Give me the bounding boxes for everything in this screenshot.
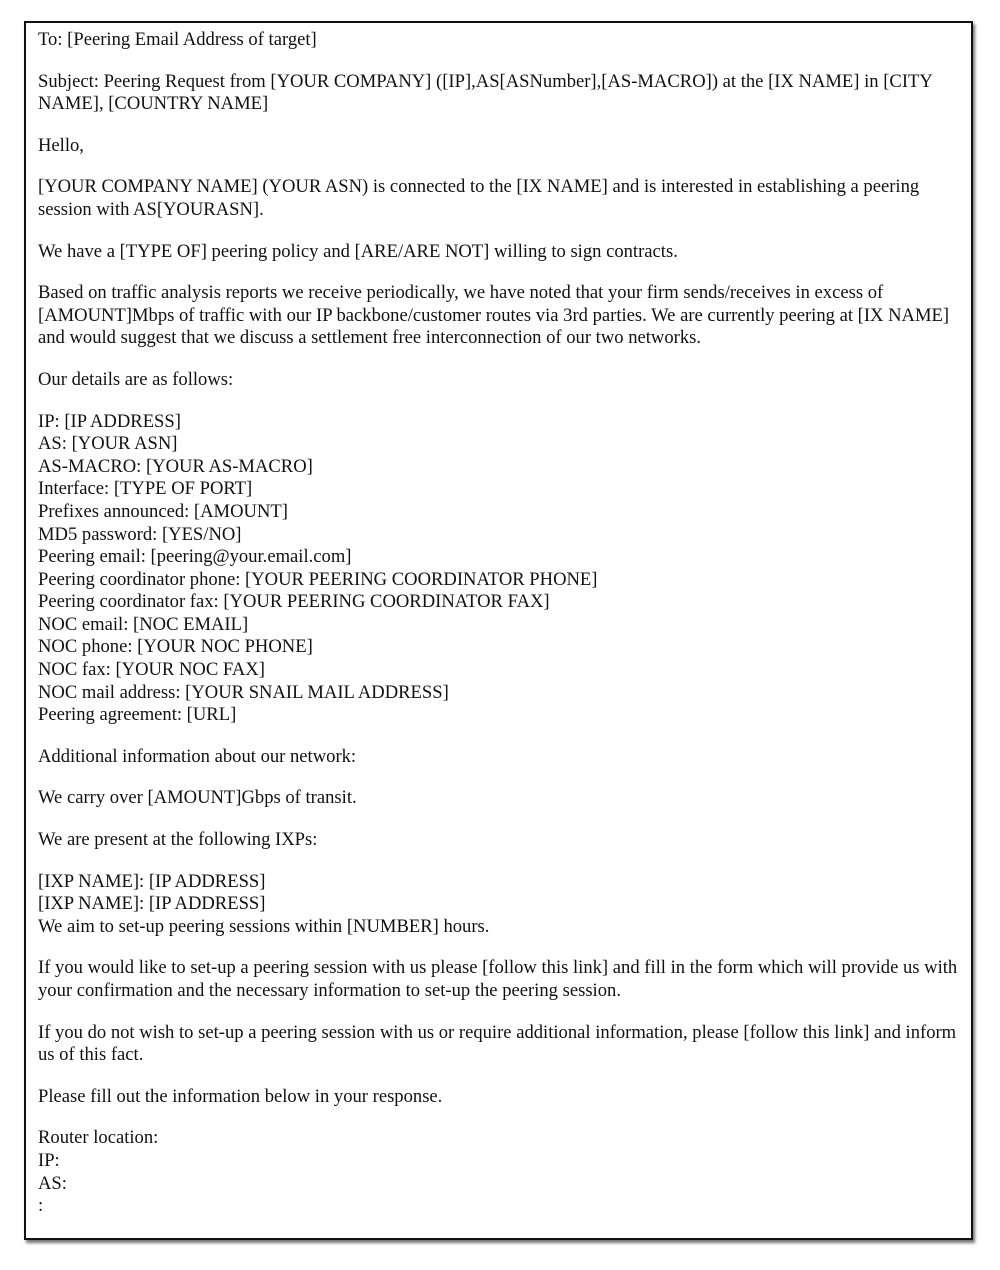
email-template-body	[38, 29, 961, 1237]
decline-paragraph: If you do not wish to set-up a peering session with us or require additional information, please [follow this link] and inform us of this fact.	[38, 1021, 957, 1066]
detail-line: NOC email: [NOC EMAIL]	[38, 613, 249, 635]
detail-line: AS: [YOUR ASN]	[38, 433, 178, 455]
detail-line: Interface: [TYPE OF PORT]	[38, 478, 253, 500]
fill-out-paragraph: Please fill out the information below in your response.	[38, 1085, 443, 1107]
response-field: :	[38, 1195, 44, 1217]
greeting: Hello,	[38, 134, 84, 156]
ixp-line: [IXP NAME]: [IP ADDRESS]	[38, 893, 266, 915]
detail-line: NOC fax: [YOUR NOC FAX]	[38, 659, 265, 681]
traffic-paragraph: Based on traffic analysis reports we receive periodically, we have noted that your firm sends/receives in excess of [AMOUNT]Mbps of traffic with our IP backbone/customer routes via 3rd parties. We are currently peering at [IX NAME] and would suggest that we discuss a settlement free interconnection of our two networks.	[38, 282, 950, 349]
ixp-line: [IXP NAME]: [IP ADDRESS]	[38, 870, 266, 892]
detail-line: NOC phone: [YOUR NOC PHONE]	[38, 636, 313, 658]
response-fields	[38, 1127, 961, 1217]
response-field: Router location:	[38, 1127, 159, 1149]
subject-line: Subject: Peering Request from [YOUR COMPANY] ([IP],AS[ASNumber],[AS-MACRO]) at the [IX NAME] in [CITY NAME], [COUNTRY NAME]	[38, 70, 933, 115]
response-field: AS:	[38, 1172, 67, 1194]
additional-heading: Additional information about our network:	[38, 745, 357, 767]
detail-line: Peering email: [peering@your.email.com]	[38, 546, 352, 568]
ixps-list	[38, 871, 961, 939]
detail-line: Peering coordinator fax: [YOUR PEERING COORDINATOR FAX]	[38, 591, 550, 613]
document-frame	[24, 21, 973, 1240]
detail-line: Peering agreement: [URL]	[38, 704, 237, 726]
ixps-heading: We are present at the following IXPs:	[38, 829, 318, 851]
response-field: IP:	[38, 1149, 60, 1171]
details-heading: Our details are as follows:	[38, 368, 234, 390]
details-list	[38, 411, 961, 727]
detail-line: Peering coordinator phone: [YOUR PEERING COORDINATOR PHONE]	[38, 568, 598, 590]
detail-line: Prefixes announced: [AMOUNT]	[38, 500, 288, 522]
policy-paragraph: We have a [TYPE OF] peering policy and [ARE/ARE NOT] willing to sign contracts.	[38, 240, 678, 262]
detail-line: AS-MACRO: [YOUR AS-MACRO]	[38, 455, 313, 477]
intro-paragraph: [YOUR COMPANY NAME] (YOUR ASN) is connected to the [IX NAME] and is interested in establishing a peering session with AS[YOURASN].	[38, 176, 920, 220]
to-line: To: [Peering Email Address of target]	[38, 29, 317, 50]
setup-paragraph: If you would like to set-up a peering session with us please [follow this link] and fill in the form which will provide us with your confirmation and the necessary information to set-up the peering session.	[38, 957, 958, 1001]
transit-paragraph: We carry over [AMOUNT]Gbps of transit.	[38, 787, 357, 809]
detail-line: IP: [IP ADDRESS]	[38, 410, 181, 432]
detail-line: MD5 password: [YES/NO]	[38, 523, 242, 545]
ixp-line: We aim to set-up peering sessions within [NUMBER] hours.	[38, 915, 490, 937]
detail-line: NOC mail address: [YOUR SNAIL MAIL ADDRESS]	[38, 681, 449, 703]
